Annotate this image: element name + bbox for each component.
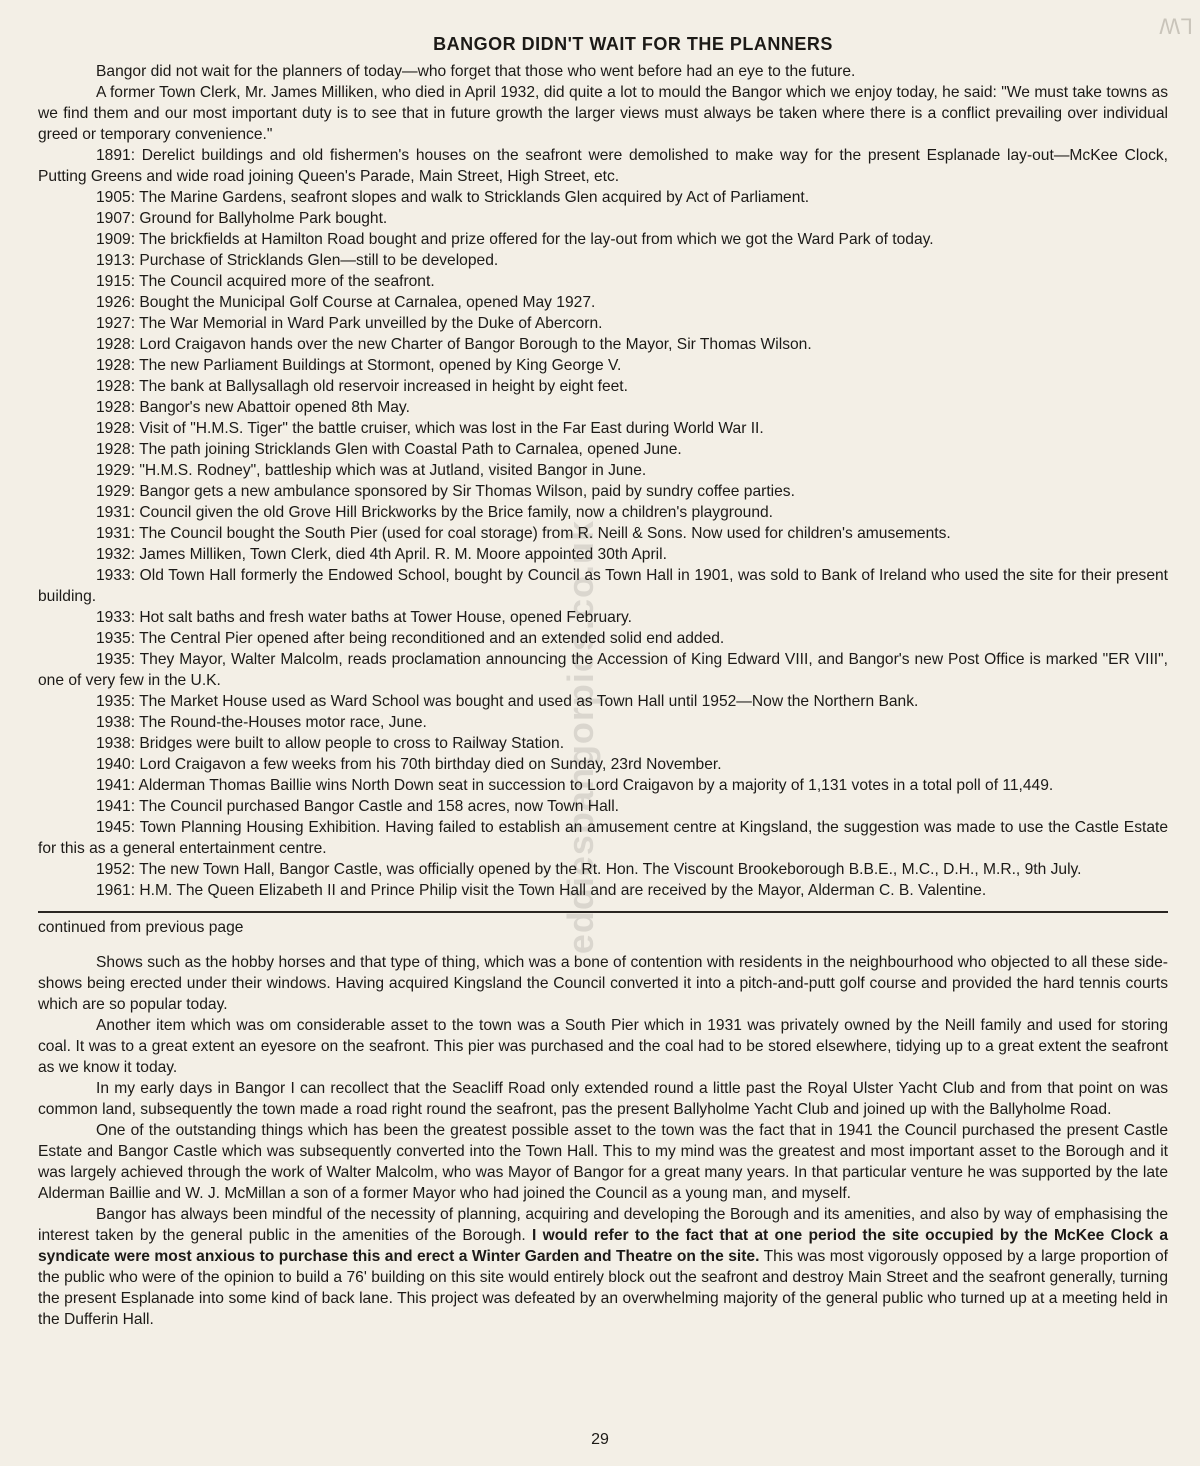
timeline-entry: 1932: James Milliken, Town Clerk, died 4th April. R. M. Moore appointed 30th April. xyxy=(96,546,667,563)
timeline-entry: 1928: Bangor's new Abattoir opened 8th May. xyxy=(96,399,410,416)
timeline-entry: 1928: The path joining Stricklands Glen with Coastal Path to Carnalea, opened June. xyxy=(96,441,682,458)
timeline-entry: 1928: Lord Craigavon hands over the new Charter of Bangor Borough to the Mayor, Sir Thomas Wilson. xyxy=(96,336,812,353)
timeline-entry: 1933: Hot salt baths and fresh water baths at Tower House, opened February. xyxy=(96,609,632,626)
timeline-entry: 1927: The War Memorial in Ward Park unveilled by the Duke of Abercorn. xyxy=(96,315,603,332)
section-divider xyxy=(38,911,1168,913)
timeline-entry: 1938: The Round-the-Houses motor race, June. xyxy=(96,714,427,731)
timeline-entry: 1907: Ground for Ballyholme Park bought. xyxy=(96,210,388,227)
timeline-entry: 1961: H.M. The Queen Elizabeth II and Prince Philip visit the Town Hall and are received by the Mayor, Alderman C. B. Valentine. xyxy=(96,882,987,899)
timeline-entry: 1929: Bangor gets a new ambulance sponsored by Sir Thomas Wilson, paid by sundry coffee parties. xyxy=(96,483,795,500)
timeline-entry: 1935: The Central Pier opened after being reconditioned and an extended solid end added. xyxy=(96,630,725,647)
timeline-entry: 1909: The brickfields at Hamilton Road bought and prize offered for the lay-out from which we got the Ward Park of today. xyxy=(96,231,934,248)
final-paragraph-part1: Bangor has always been mindful of the necessity of planning, acquiring and developing the Borough and its amenities, and also by way of emphasising the interest taken by the general public in the amenities of the Borough. xyxy=(38,1206,1168,1244)
timeline-entry: 1913: Purchase of Stricklands Glen—still to be developed. xyxy=(96,252,499,269)
final-paragraph xyxy=(38,1204,1168,1330)
timeline-entry: 1952: The new Town Hall, Bangor Castle, was officially opened by the Rt. Hon. The Viscount Brookeborough B.B.E., M.C., D.H., M.R., 9th July. xyxy=(96,861,1082,878)
timeline-entry: 1938: Bridges were built to allow people to cross to Railway Station. xyxy=(96,735,565,752)
final-paragraph-bold: I would refer to the fact that at one period the site occupied by the McKee Clock a syndicate were most anxious to purchase this and erect a Winter Garden and Theatre on the site. xyxy=(38,1227,1168,1265)
timeline-entry: 1933: Old Town Hall formerly the Endowed School, bought by Council as Town Hall in 1901, was sold to Bank of Ireland who used the site for their present building. xyxy=(38,567,1168,605)
timeline-entry: 1929: "H.M.S. Rodney", battleship which was at Jutland, visited Bangor in June. xyxy=(96,462,647,479)
final-paragraph-part2: This was most vigorously opposed by a large proportion of the public who were of the opinion to build a 76' building on this site would entirely block out the seafront and destroy Main Street and the seafront generally, turning the present Esplanade into some kind of back lane. This project was defeated by an overwhelming majority of the general public who turned up at a meeting held in the Dufferin Hall. xyxy=(38,1248,1168,1328)
article-title: BANGOR DIDN'T WAIT FOR THE PLANNERS xyxy=(433,34,833,54)
timeline-entry: 1928: Visit of "H.M.S. Tiger" the battle cruiser, which was lost in the Far East during World War II. xyxy=(96,420,764,437)
timeline-entry: 1926: Bought the Municipal Golf Course at Carnalea, opened May 1927. xyxy=(96,294,596,311)
timeline-entry: 1941: Alderman Thomas Baillie wins North Down seat in succession to Lord Craigavon by a majority of 1,131 votes in a total poll of 11,449. xyxy=(96,777,1054,794)
article xyxy=(38,34,1168,1330)
page-number: 29 xyxy=(591,1431,609,1448)
timeline-entry: 1915: The Council acquired more of the seafront. xyxy=(96,273,435,290)
timeline-entry: 1905: The Marine Gardens, seafront slopes and walk to Stricklands Glen acquired by Act of Parliament. xyxy=(96,189,810,206)
timeline-entry: 1945: Town Planning Housing Exhibition. Having failed to establish an amusement centre at Kingsland, the suggestion was made to use the Castle Estate for this as a general entertainment centre. xyxy=(38,819,1168,857)
timeline-entry: 1941: The Council purchased Bangor Castle and 158 acres, now Town Hall. xyxy=(96,798,619,815)
intro-paragraph: A former Town Clerk, Mr. James Milliken, who died in April 1932, did quite a lot to mould the Bangor which we enjoy today, he said: "We must take towns as we find them and our most important duty is to see that in future growth the larger views must always be taken where there is a conflict prevailing over individual greed or temporary convenience." xyxy=(38,84,1168,143)
body-section xyxy=(38,952,1168,1330)
intro-section xyxy=(38,61,1168,145)
timeline-entry: 1931: The Council bought the South Pier (used for coal storage) from R. Neill & Sons. Now used for children's amusements. xyxy=(96,525,951,542)
timeline-entry: 1928: The new Parliament Buildings at Stormont, opened by King George V. xyxy=(96,357,622,374)
timeline-entry: 1891: Derelict buildings and old fishermen's houses on the seafront were demolished to make way for the present Esplanade lay-out—McKee Clock, Putting Greens and wide road joining Queen's Parade, Main Street, High Street, etc. xyxy=(38,147,1168,185)
continued-label: continued from previous page xyxy=(38,919,244,936)
timeline-entry: 1928: The bank at Ballysallagh old reservoir increased in height by eight feet. xyxy=(96,378,628,395)
timeline-entry: 1940: Lord Craigavon a few weeks from his 70th birthday died on Sunday, 23rd November. xyxy=(96,756,722,773)
body-paragraph: Another item which was om considerable asset to the town was a South Pier which in 1931 was privately owned by the Neill family and used for storing coal. It was to a great extent an eyesore on the seafront. This pier was purchased and the coal had to be stored elsewhere, tidying up to a great extent the seafront as we know it today. xyxy=(38,1017,1168,1076)
website-watermark: eddiesbangorpics.co.uk xyxy=(560,520,601,955)
timeline-entry: 1931: Council given the old Grove Hill Brickworks by the Brice family, now a children's playground. xyxy=(96,504,773,521)
timeline-section xyxy=(38,145,1168,901)
body-paragraph: Shows such as the hobby horses and that type of thing, which was a bone of contention with residents in the neighbourhood who objected to all these side-shows being erected under their windows. Having acquired Kingsland the Council converted it into a pitch-and-putt golf course and provided the hard tennis courts which are so popular today. xyxy=(38,954,1168,1013)
timeline-entry: 1935: The Market House used as Ward School was bought and used as Town Hall until 1952—Now the Northern Bank. xyxy=(96,693,919,710)
intro-paragraph: Bangor did not wait for the planners of today—who forget that those who went before had an eye to the future. xyxy=(96,63,856,80)
body-paragraph: One of the outstanding things which has been the greatest possible asset to the town was the fact that in 1941 the Council purchased the present Castle Estate and Bangor Castle which was subsequently converted into the Town Hall. This to my mind was the greatest and most important asset to the Borough and it was largely achieved through the work of Walter Malcolm, who was Mayor of Bangor for a great many years. In that particular venture he was supported by the late Alderman Baillie and W. J. McMillan a son of a former Mayor who had joined the Council as a young man, and myself. xyxy=(38,1122,1168,1202)
timeline-entry: 1935: They Mayor, Walter Malcolm, reads proclamation announcing the Accession of King Edward VIII, and Bangor's new Post Office is marked "ER VIII", one of very few in the U.K. xyxy=(38,651,1168,689)
body-paragraph: In my early days in Bangor I can recollect that the Seacliff Road only extended round a little past the Royal Ulster Yacht Club and from that point on was common land, subsequently the town made a road right round the seafront, pas the present Ballyholme Yacht Club and joined up with the Ballyholme Road. xyxy=(38,1080,1168,1118)
margin-initials: LW xyxy=(1157,13,1193,39)
